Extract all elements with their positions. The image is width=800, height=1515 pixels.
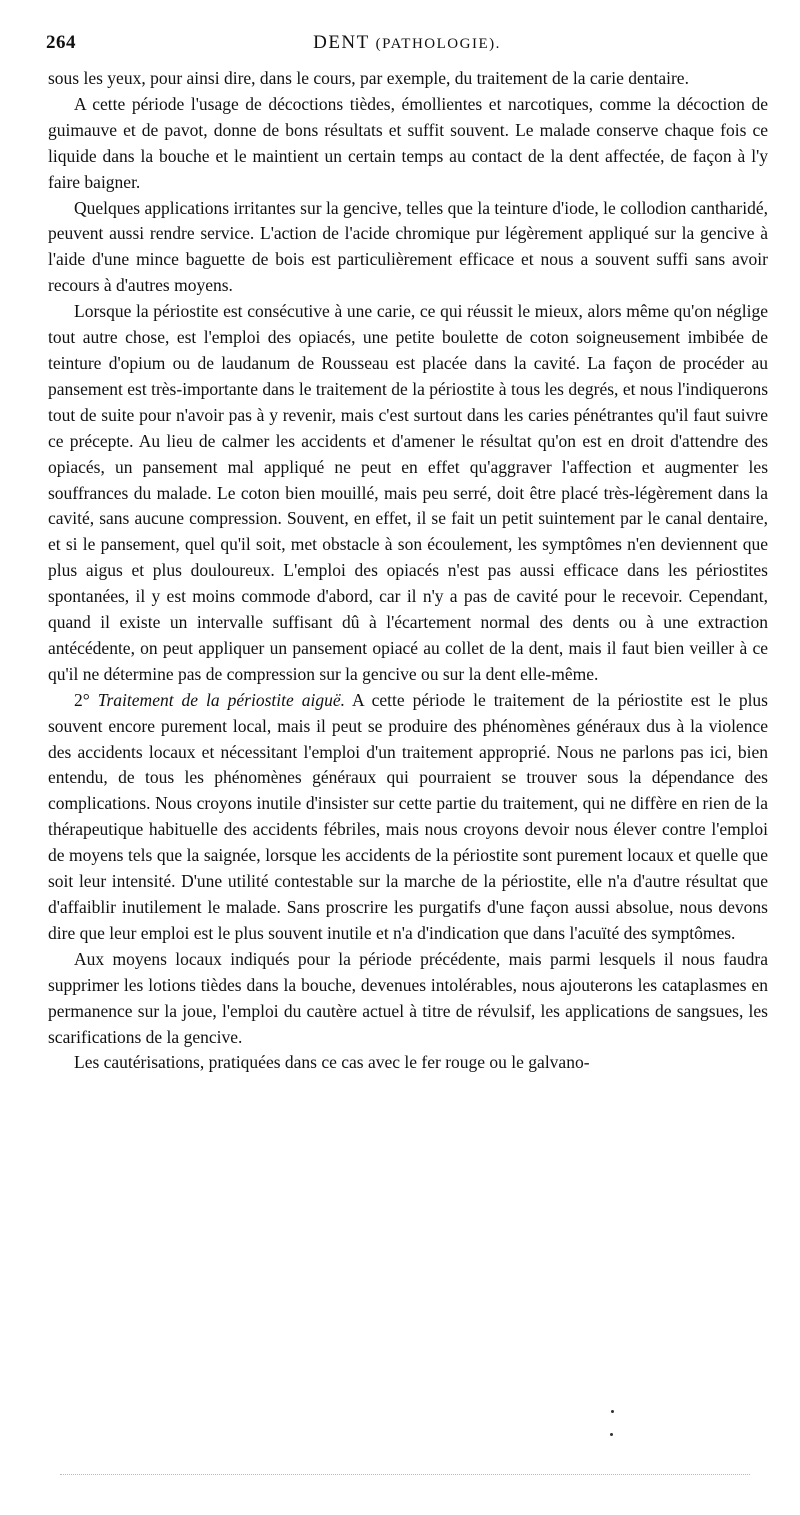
running-head (46, 32, 768, 54)
paragraph: Quelques applications irritantes sur la gencive, telles que la teinture d'iode, le collodion cantharidé, peuvent aussi rendre service. L'action de l'acide chromique pur légèrement appliqué sur la gencive à l'aide d'une mince baguette de bois est particulièrement efficace et nous a souvent suffi sans avoir recours à d'autres moyens. (48, 197, 768, 296)
page-header (46, 32, 768, 58)
running-head-subtitle: (PATHOLOGIE). (375, 36, 501, 52)
paragraph: Les cautérisations, pratiquées dans ce cas avec le fer rouge ou le galvano- (74, 1052, 590, 1073)
section-text: A cette période le traitement de la périostite est le plus souvent encore purement local, mais il peut se produire des phénomènes généraux dus à la violence des accidents locaux et nécessitant l'emploi d'un traitement approprié. Nous ne parlons pas ici, bien entendu, de tous les phénomènes généraux qui pourraient se trouver sous la dépendance des complications. Nous croyons inutile d'insister sur cette partie du traitement, qui ne diffère en rien de la thérapeutique habituelle des accidents fébriles, mais nous croyons devoir nous élever contre l'emploi de moyens tels que la saignée, lorsque les accidents de la périostite sont purement locaux et quelle que soit leur intensité. D'une utilité contestable sur la marche de la périostite, elle n'a d'autre résultat que d'affaiblir inutilement le malade. Sans proscrire les purgatifs d'une façon aussi absolue, nous devons dire que leur emploi est le plus souvent inutile et n'a d'indication que dans l'acuïté des symptômes. (48, 689, 768, 943)
paragraph-section-2 (48, 688, 768, 947)
section-number: 2° (74, 689, 98, 710)
paragraph: A cette période l'usage de décoctions tièdes, émollientes et narcotiques, comme la décoction de guimauve et de pavot, donne de bons résultats et suffit souvent. Le malade conserve chaque fois ce liquide dans la bouche et le maintient un certain temps au contact de la dent affectée, de façon à l'y faire baigner. (48, 93, 768, 192)
paragraph: Aux moyens locaux indiqués pour la période précédente, mais parmi lesquels il nous faudra supprimer les lotions tièdes dans la bouche, devenues intolérables, nous ajouterons les cataplasmes en permanence sur la joue, l'emploi du cautère actuel à titre de révulsif, les applications de sangsues, les scarifications de la gencive. (48, 948, 768, 1047)
running-head-title: DENT (313, 32, 370, 53)
section-heading: Traitement de la périostite aiguë. (97, 689, 345, 710)
page-number: 264 (46, 32, 76, 53)
paragraph: sous les yeux, pour ainsi dire, dans le cours, par exemple, du traitement de la carie dentaire. (48, 68, 689, 88)
body-text (48, 66, 768, 1076)
footer-rule (60, 1474, 750, 1475)
speck-mark (611, 1410, 614, 1413)
paragraph: Lorsque la périostite est consécutive à une carie, ce qui réussit le mieux, alors même qu'on néglige tout autre chose, est l'emploi des opiacés, une petite boulette de coton soigneusement imbibée de teinture d'opium ou de laudanum de Rousseau est placée dans la cavité. La façon de procéder au pansement est très-importante dans le traitement de la périostite à tous les degrés, et nous l'indiquerons tout de suite pour n'avoir pas à y revenir, mais c'est surtout dans les caries pénétrantes qu'il faut suivre ce précepte. Au lieu de calmer les accidents et d'amener le résultat qu'on est en droit d'attendre des opiacés, un pansement mal appliqué ne peut en effet qu'aggraver l'affection et augmenter les souffrances du malade. Le coton bien mouillé, mais peu serré, doit être placé très-légèrement dans la cavité, sans aucune compression. Souvent, en effet, il se fait un petit suintement par le canal dentaire, et si le pansement, quel qu'il soit, met obstacle à son écoulement, les symptômes n'en deviennent que plus aigus et plus douloureux. L'emploi des opiacés n'est pas aussi efficace dans les périostites spontanées, il y est moins commode d'abord, car il n'y a pas de cavité pour le recevoir. Cependant, quand il existe un intervalle suffisant dû à l'écartement normal des dents ou à une extraction antécédente, on peut appliquer un pansement opiacé au collet de la dent, mais il faut bien veiller à ce qu'il ne détermine pas de compression sur la gencive ou sur la dent elle-même. (48, 301, 768, 684)
speck-mark (610, 1433, 613, 1436)
